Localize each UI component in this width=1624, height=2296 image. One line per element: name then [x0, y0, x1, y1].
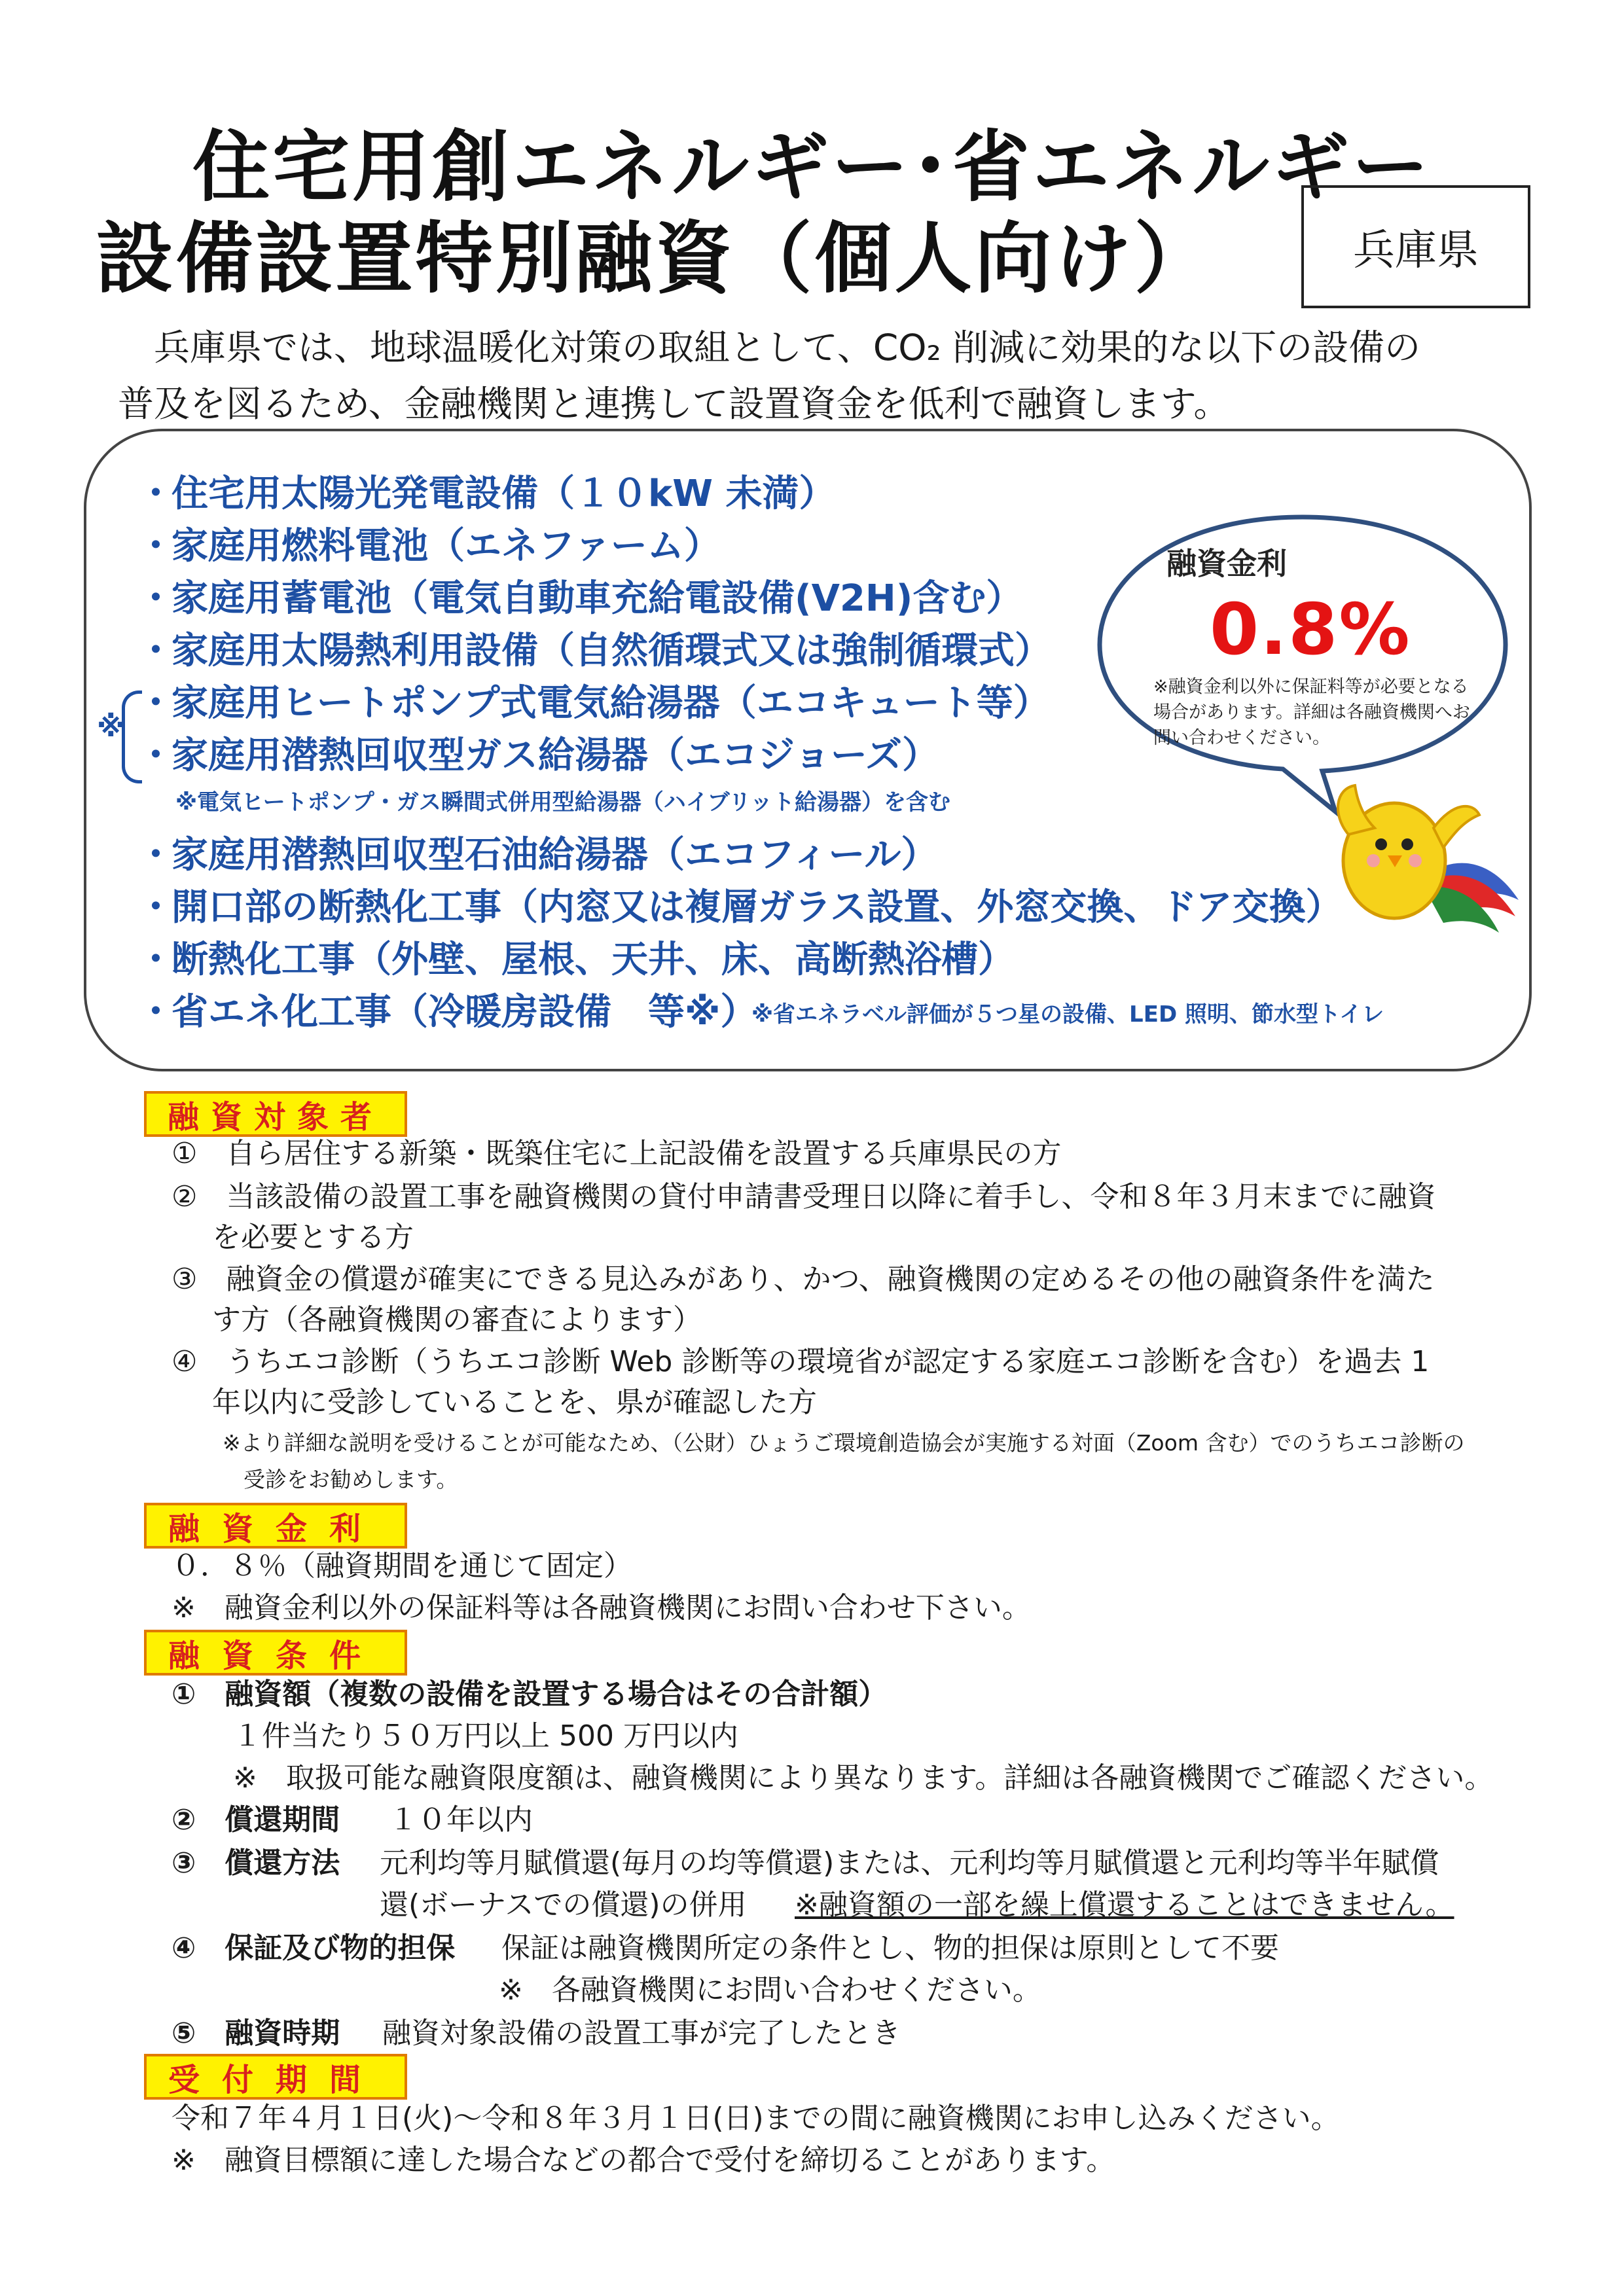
period-label: ② 償還期間 [171, 1803, 340, 1837]
equipment-item: ・家庭用潜熱回収型ガス給湯器（エコジョーズ） [137, 726, 939, 779]
rate-bubble-note: ※融資金利以外に保証料等が必要となる場合があります。詳細は各融資機関へお問い合わせください。 [1153, 677, 1470, 748]
target-heading: 融資対象者 [144, 1091, 407, 1137]
amount-value: １件当たり５０万円以上 500 万円以内 [233, 1719, 738, 1753]
guarantee-label: ④ 保証及び物的担保 [171, 1931, 456, 1965]
rate-bubble-label: 融資金利 [1166, 546, 1287, 581]
rate-bubble-value: 0.8% [1210, 589, 1411, 671]
timing-value: 融資対象設備の設置工事が完了したとき [382, 2017, 901, 2050]
page-title-line2: 設備設置特別融資（個人向け） [96, 213, 1214, 304]
method-note: ※融資額の一部を繰上償還することはできません。 [795, 1888, 1454, 1922]
bullet-icon: ・ [137, 630, 174, 672]
target-item: を必要とする方 [212, 1221, 414, 1254]
reception-heading: 受付期間 [144, 2054, 407, 2100]
method-value: 元利均等月賦償還(毎月の均等償還)または、元利均等月賦償還と元利均等半年賦償 [380, 1846, 1439, 1880]
reception-period: 令和７年４月１日(火)～令和８年３月１日(日)までの間に融資機関にお申し込みください。 [171, 2102, 1340, 2135]
rate-value: ０．８％（融資期間を通じて固定） [171, 1549, 632, 1583]
prefecture-box: 兵庫県 [1301, 185, 1530, 308]
bracket-mark: ※ [97, 710, 125, 744]
timing-label: ⑤ 融資時期 [171, 2017, 340, 2050]
target-item: ③ 融資金の償還が確実にできる見込みがあり、かつ、融資機関の定めるその他の融資条件を満た [171, 1263, 1435, 1296]
rate-heading: 融資金利 [144, 1503, 407, 1549]
reception-note: ※ 融資目標額に達した場合などの都合で受付を締切ることがあります。 [171, 2144, 1115, 2177]
method-value: 還(ボーナスでの償還)の併用 [380, 1888, 747, 1922]
equipment-item: ・住宅用太陽光発電設備（１０kW 未満） [137, 465, 836, 517]
target-note: 受診をお勧めします。 [244, 1467, 458, 1492]
equipment-item: ・開口部の断熱化工事（内窓又は複層ガラス設置、外窓交換、ドア交換） [137, 878, 1343, 931]
amount-label: ① 融資額（複数の設備を設置する場合はその合計額） [171, 1677, 888, 1711]
method-label: ③ 償還方法 [171, 1846, 340, 1880]
bracket-icon [122, 691, 142, 783]
bullet-icon: ・ [137, 834, 174, 876]
target-item: 年以内に受診していることを、県が確認した方 [212, 1386, 817, 1419]
target-item: ④ うちエコ診断（うちエコ診断 Web 診断等の環境省が認定する家庭エコ診断を含む）を過去 1 [171, 1345, 1430, 1378]
equipment-item: ・家庭用燃料電池（エネファーム） [137, 517, 721, 569]
equipment-item: ・家庭用太陽熱利用設備（自然循環式又は強制循環式） [137, 622, 1051, 674]
intro-text [118, 319, 1532, 432]
guarantee-value: 保証は融資機関所定の条件とし、物的担保は原則として不要 [501, 1931, 1279, 1965]
page-title-line1: 住宅用創エネルギー･省エネルギー [192, 122, 1432, 212]
amount-note: ※ 取扱可能な融資限度額は、融資機関により異なります。詳細は各融資機関でご確認ください。 [233, 1761, 1494, 1795]
guarantee-note: ※ 各融資機関にお問い合わせください。 [499, 1973, 1041, 2007]
target-note: ※より詳細な説明を受けることが可能なため、（公財）ひょうご環境創造協会が実施する対面（Zoom 含む）でのうちエコ診断の [223, 1430, 1465, 1456]
bullet-icon: ・ [137, 577, 174, 620]
hybrid-water-heater-note: ※電気ヒートポンプ・ガス瞬間式併用型給湯器（ハイブリット給湯器）を含む [175, 789, 950, 816]
bullet-icon: ・ [137, 473, 174, 515]
energy-label-note: ※省エネラベル評価が５つ星の設備、LED 照明、節水型トイレ [751, 1001, 1384, 1028]
equipment-item: ・家庭用潜熱回収型石油給湯器（エコフィール） [137, 826, 937, 878]
rate-note: ※ 融資金利以外の保証料等は各融資機関にお問い合わせ下さい。 [171, 1591, 1031, 1624]
bullet-icon: ・ [137, 682, 174, 725]
equipment-item: ・断熱化工事（外壁、屋根、天井、床、高断熱浴槽） [137, 931, 1015, 983]
target-item: す方（各融資機関の審査によります） [212, 1303, 702, 1336]
bullet-icon: ・ [137, 939, 174, 981]
mascot-bird-icon [1329, 776, 1525, 946]
target-item: ② 当該設備の設置工事を融資機関の貸付申請書受理日以降に着手し、令和８年３月末までに融資 [171, 1180, 1436, 1213]
intro-line2: 普及を図るため、金融機関と連携して設置資金を低利で融資します。 [118, 383, 1230, 425]
equipment-item: ・家庭用ヒートポンプ式電気給湯器（エコキュート等） [137, 674, 1050, 726]
bullet-icon: ・ [137, 991, 174, 1033]
conditions-heading: 融資条件 [144, 1630, 407, 1676]
equipment-item: ・家庭用蓄電池（電気自動車充給電設備(V2H)含む） [137, 569, 1022, 622]
bullet-icon: ・ [137, 525, 174, 567]
period-value: １０年以内 [389, 1803, 533, 1837]
equipment-item: ・省エネ化工事（冷暖房設備 等※） [137, 983, 757, 1035]
bullet-icon: ・ [137, 734, 174, 777]
intro-line1: 兵庫県では、地球温暖化対策の取組として、CO₂ 削減に効果的な以下の設備の [154, 327, 1421, 368]
bullet-icon: ・ [137, 886, 174, 929]
target-item: ① 自ら居住する新築・既築住宅に上記設備を設置する兵庫県民の方 [171, 1137, 1062, 1170]
